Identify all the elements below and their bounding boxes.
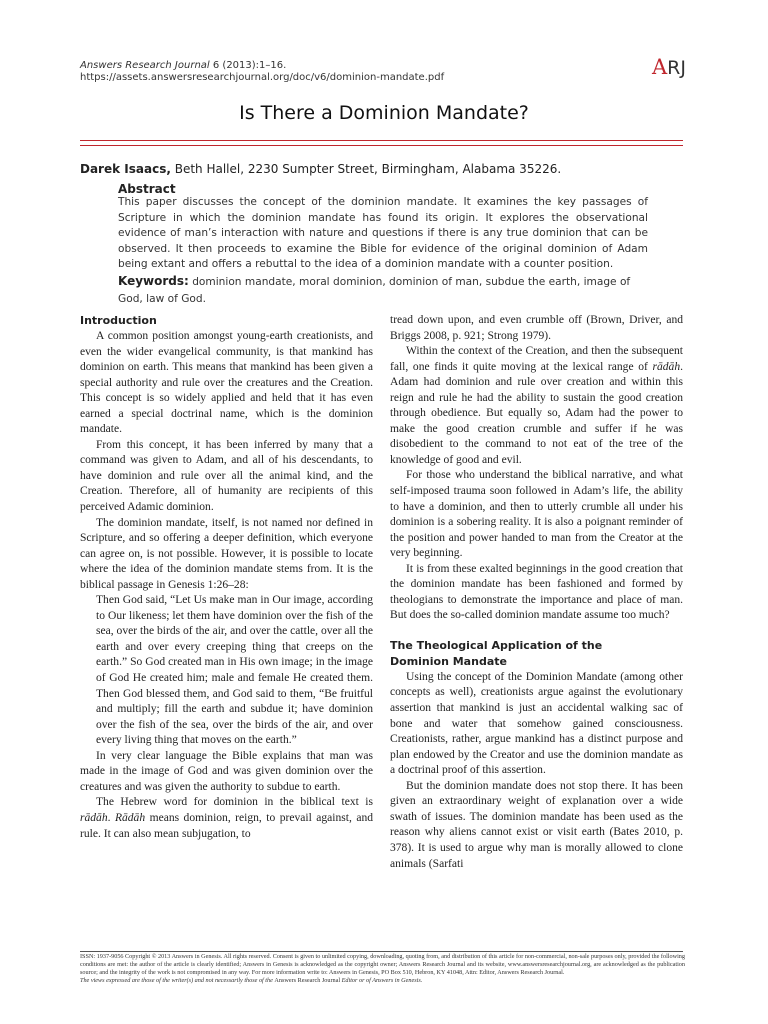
title-rule-bottom: [80, 145, 683, 146]
paragraph: tread down upon, and even crumble off (Brown, Driver, and Briggs 2008, p. 921; Strong 1979).: [390, 314, 683, 342]
article-url[interactable]: https://assets.answersresearchjournal.org/doc/v6/dominion-mandate.pdf: [80, 72, 445, 83]
journal-name: Answers Research Journal: [80, 60, 210, 71]
hebrew-term: Rādāh: [114, 811, 146, 824]
section-spacer: [390, 624, 683, 638]
keywords: [118, 273, 653, 308]
hebrew-term: rādāh: [652, 360, 681, 373]
hebrew-term: rādāh: [80, 811, 108, 824]
journal-ref: 6 (2013):1–16.: [209, 60, 287, 71]
text-run: Editor or of Answers in Genesis.: [340, 977, 423, 984]
text-run: Within the context of the Creation, and then the subsequent fall, one finds it quite moving at the lexical range of: [390, 345, 683, 373]
text-run: The Hebrew word for dominion in the biblical text is: [96, 796, 373, 809]
paragraph: In very clear language the Bible explains that man was made in the image of God and was given dominion over the creatures and was given the authority to subdue to earth.: [80, 749, 373, 793]
author-name: Darek Isaacs,: [80, 162, 171, 176]
section-heading-introduction: Introduction: [80, 314, 157, 327]
abstract-heading: Abstract: [118, 182, 176, 196]
paper-title: Is There a Dominion Mandate?: [239, 102, 529, 124]
copyright-notice: ISSN: 1937-9056 Copyright © 2013 Answers in Genesis. All rights reserved. Consent is given to unlimited copying, downloading, quoting from, and distribution of this article for non-commercial, non-sale purposes only, provided the following conditions are met: the author of the article is clearly identified; Answers in Genesis is acknowledged as the copyright owner; Answers Research Journal and its website, www.answersresearchjournal.org, are acknowledged as the publication source; and the integrity of the work is not compromised in any way. For more information write to: Answers in Genesis, PO Box 510, Hebron, KY 41048, Attn: Editor, Answers Research Journal.: [80, 953, 685, 976]
heading-line: Dominion Mandate: [390, 654, 507, 668]
arj-logo: [652, 55, 686, 79]
left-column: [80, 313, 373, 842]
paragraph: [390, 344, 683, 468]
footer: [80, 953, 685, 985]
paragraph: But the dominion mandate does not stop there. It has been given an extraordinary weight of explanation over a wide swath of issues. The dominion mandate has been used as the reason why aliens cannot exist or visit earth (Bates 2010, p. 378). It is used to argue why man is morally allowed to clone animals (Sarfati: [390, 779, 683, 870]
logo-letters-rj: RJ: [667, 57, 686, 79]
paragraph: [80, 795, 373, 842]
paragraph: From this concept, it has been inferred by many that a command was given to Adam, and all of his descendants, to have dominion and rule over all the animal kind, and the Creation. Therefore, all of humanity are recipients of this perceived Adamic dominion.: [80, 438, 373, 514]
title-rule-top: [80, 140, 683, 141]
text-run: .: [107, 811, 115, 824]
right-column: [390, 313, 683, 872]
paragraph: For those who understand the biblical narrative, and what self-imposed trauma soon followed in Adam’s life, the ability to have a dominion, and then to utterly crumble all under his dominion is a sobering reality. It is also a poignant reminder of the position and power handed to man from the Creator at the very beginning.: [390, 469, 683, 560]
paragraph: The dominion mandate, itself, is not named nor defined in Scripture, and so offering a deeper definition, which everyone can agree on, is not possible. However, it is possible to locate where the idea of the dominion mandate stems from. It is the biblical passage in Genesis 1:26–28:: [80, 516, 373, 591]
paragraph: A common position amongst young-earth creationists, and even the wider evangelical community, is that mankind has dominion on earth. This means that mankind has been given a special authority and rule over the creatures and the Creation. This concept is so widely applied and held that it has even earned a special doctrinal name, which is the dominion mandate.: [80, 330, 373, 436]
disclaimer: [80, 977, 685, 985]
paragraph: Using the concept of the Dominion Mandate (among other concepts as well), creationists argue against the evolutionary assertion that mankind is just an accidental walking sac of bone and water that somehow gained consciousness. Creationists, rather, argue mankind has a distinct purpose and plan endowed by the Creator and use the dominion mandate as a doctrinal proof of this assertion.: [390, 670, 683, 777]
section-heading-theological-application: [390, 638, 683, 670]
author-line: [80, 162, 561, 176]
paragraph: It is from these exalted beginnings in the good creation that the dominion mandate has been fashioned and formed by theologians to demonstrate the importance and place of man. But does the so-called dominion mandate assume too much?: [390, 562, 683, 622]
scripture-quote: Then God said, “Let Us make man in Our image, according to Our likeness; let them have dominion over the fish of the sea, over the birds of the air, and over the cattle, over all the earth and over every creeping thing that creeps on the earth.” So God created man in His own image; in the image of God He created him; male and female He created them. Then God blessed them, and God said to them, “Be fruitful and multiply; fill the earth and subdue it; have dominion over the fish of the sea, over the birds of the air, and over every living thing that moves on the earth.”: [96, 594, 373, 747]
logo-letter-a: A: [652, 55, 668, 79]
keywords-list: dominion mandate, moral dominion, dominion of man, subdue the earth, image of God, law of God.: [118, 276, 631, 305]
heading-line: The Theological Application of the: [390, 638, 603, 652]
abstract-text: This paper discusses the concept of the dominion mandate. It examines the key passages of Scripture in which the dominion mandate has found its origin. It explores the observational evidence of man’s interaction with nature and questions if there is any true dominion that can be observed. It then proceeds to examine the Bible for evidence of the original dominion of Adam being extant and offers a rebuttal to the idea of a dominion mandate with a counter position.: [118, 196, 648, 270]
footer-rule: [80, 951, 683, 952]
keywords-label: Keywords:: [118, 274, 189, 288]
journal-name: Answers Research Journal: [274, 977, 341, 984]
journal-citation: [80, 60, 286, 71]
text-run: . Adam had dominion and rule over creation and within this reign and rule he had the ability to sustain the good creation through obedience. But equally so, Adam had the power to make the good creation crumble and suffer if he was disobedient to the command to not eat of the tree of the knowledge of good and evil.: [390, 360, 683, 466]
text-run: means dominion, reign, to prevail against, and rule. It can also mean subjugation, to: [80, 811, 373, 840]
text-run: The views expressed are those of the writer(s) and not necessarily those of the: [80, 977, 275, 984]
author-affiliation: Beth Hallel, 2230 Sumpter Street, Birmingham, Alabama 35226.: [170, 162, 562, 176]
